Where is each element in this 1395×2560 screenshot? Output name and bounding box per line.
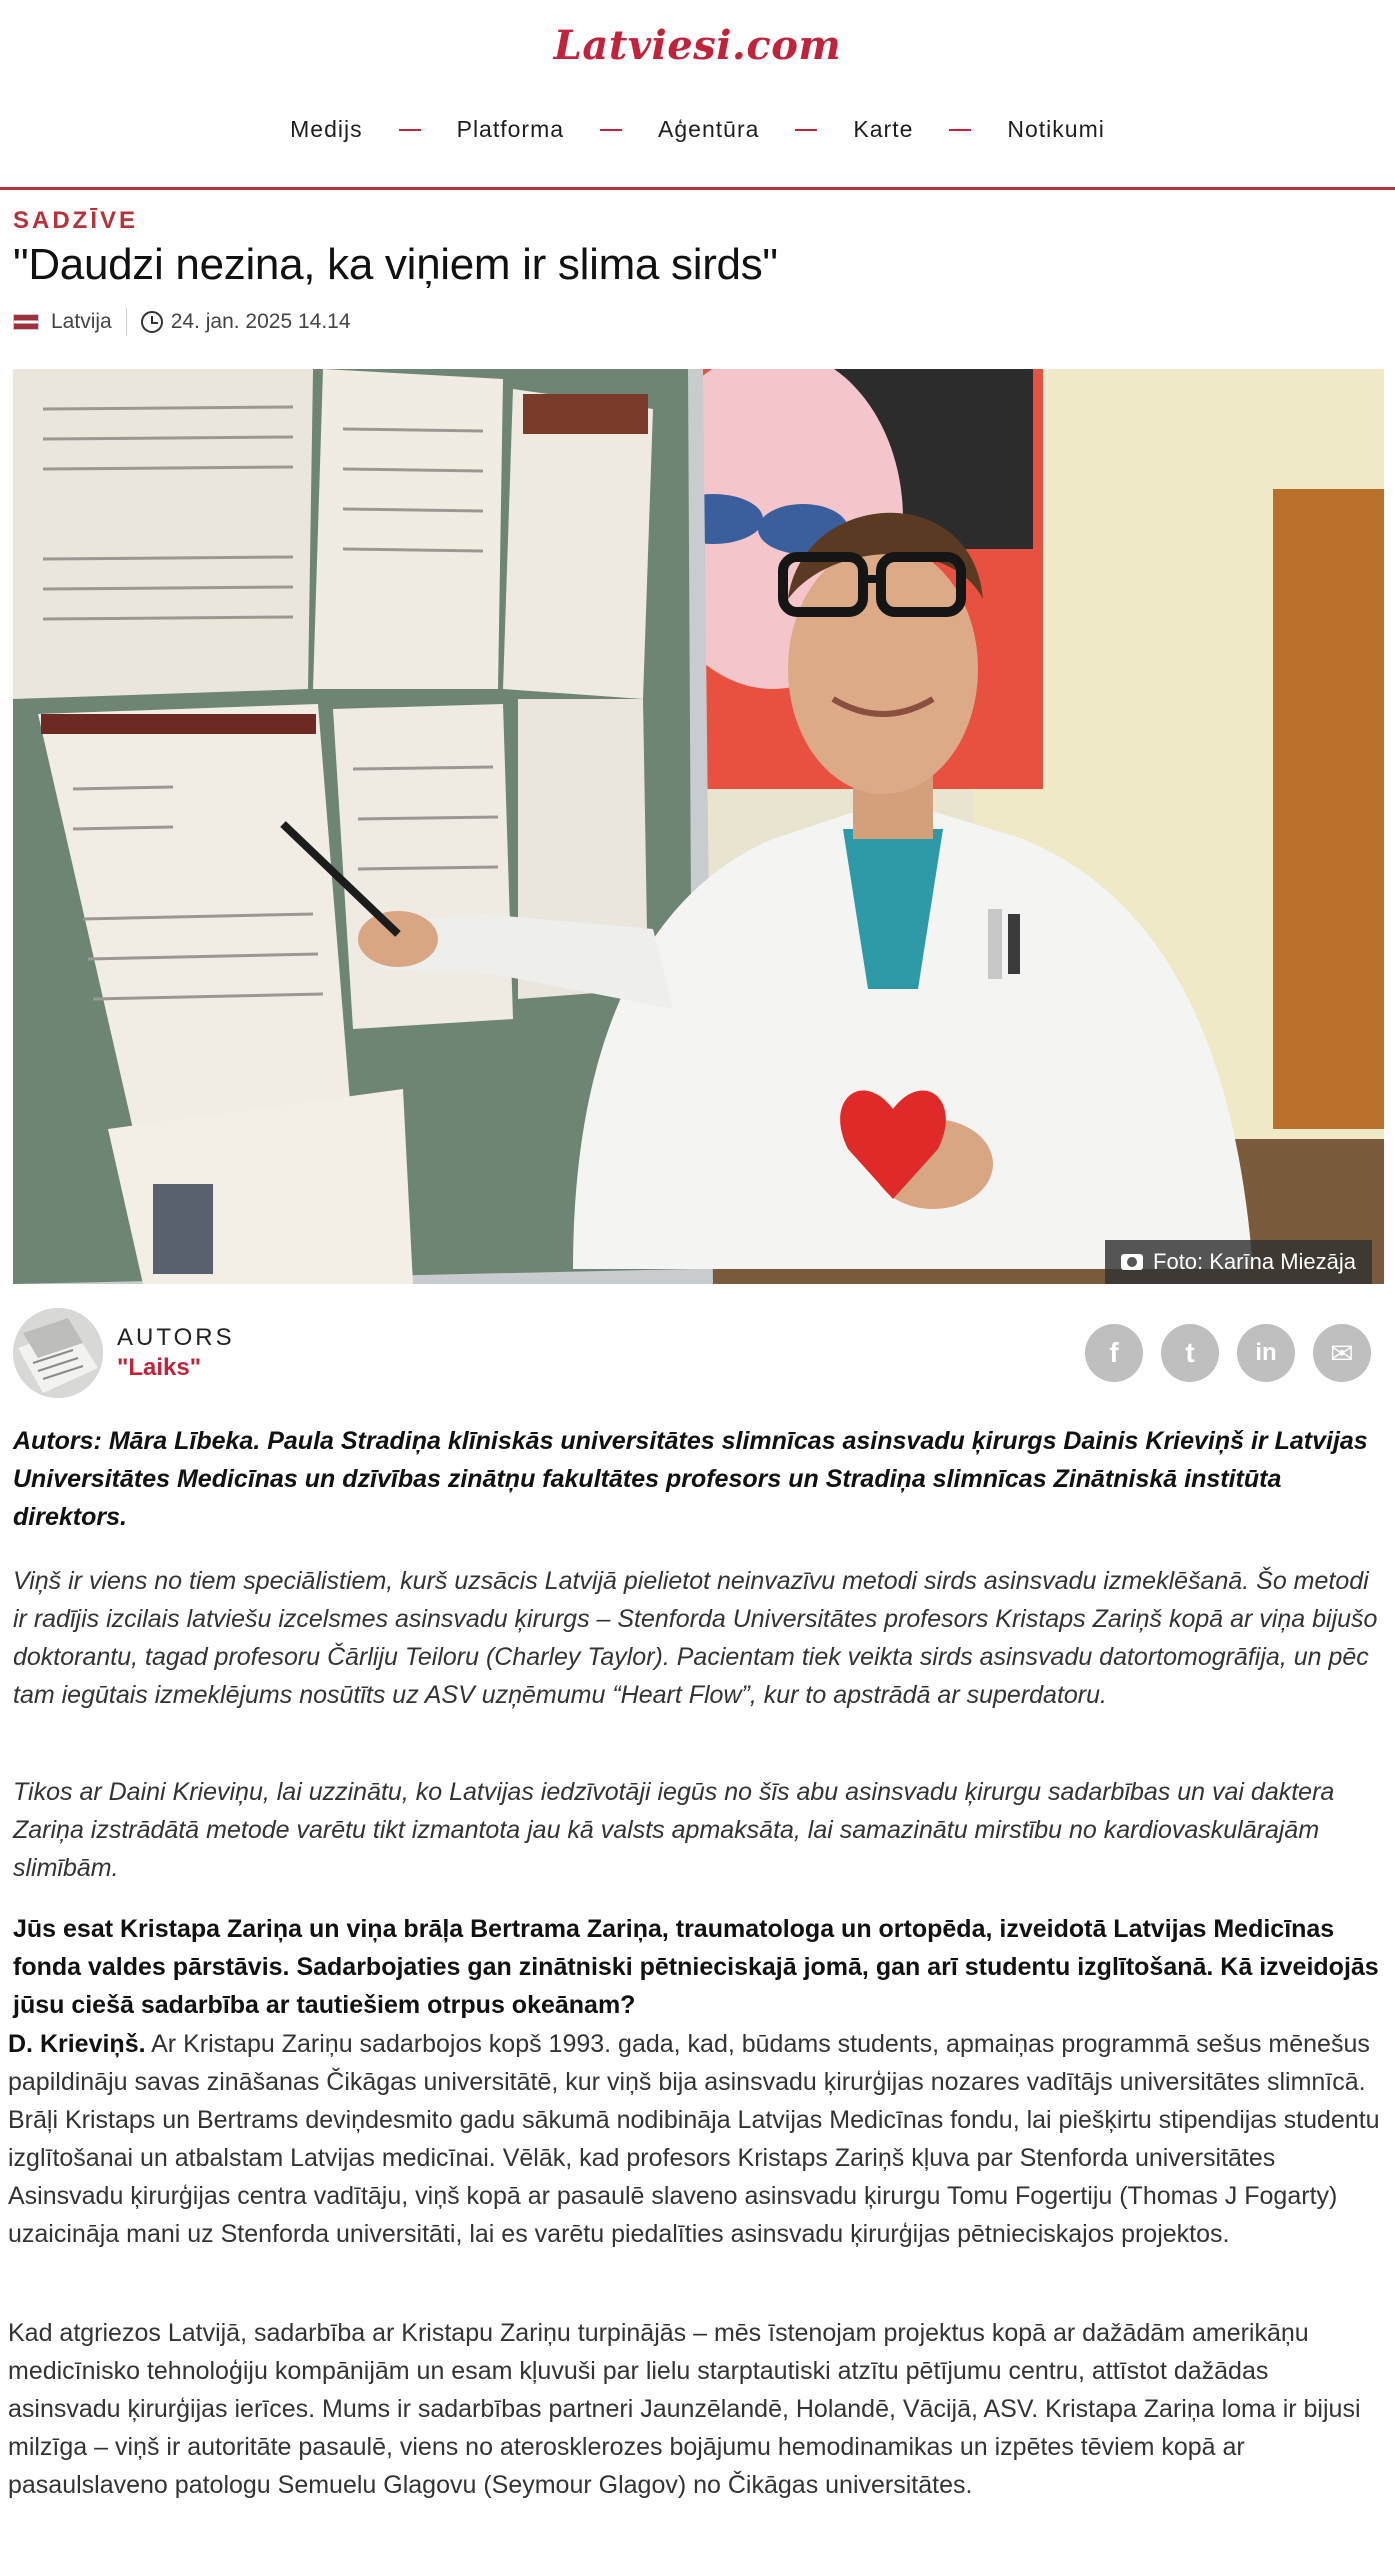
article-meta <box>13 308 351 336</box>
nav-separator <box>600 129 622 131</box>
linkedin-share-button[interactable] <box>1237 1324 1295 1382</box>
article-intro-2: Tikos ar Daini Krieviņu, lai uzzinātu, ko Latvijas iedzīvotāji iegūs no šīs abu asinsvadu ķirurgu sadarbības un vai daktera Zariņa izstrādātā metode varētu tikt izmantota jau kā valsts apmaksāta, lai samazinātu mirstību no kardiovaskulārajām slimībām. <box>13 1778 1335 1882</box>
article-photo <box>13 369 1384 1284</box>
article-lead: Autors: Māra Lībeka. Paula Stradiņa klīniskās universitātes slimnīcas asinsvadu ķirurgs Dainis Krieviņš ir Latvijas Universitātes Medicīnas un dzīvības zinātņu fakultātes profesors un Stradiņa slimnīcas Zinātniskā institūta direktors. <box>13 1427 1368 1531</box>
nav-item-agentura[interactable]: Aģentūra <box>658 116 760 142</box>
nav-separator <box>399 129 421 131</box>
facebook-share-button[interactable] <box>1085 1324 1143 1382</box>
nav-item-karte[interactable]: Karte <box>853 116 914 142</box>
article-paragraph-2: Kad atgriezos Latvijā, sadarbība ar Kristapu Zariņu turpinājās – mēs īstenojam projektus kopā ar dažādām amerikāņu medicīnisko tehnoloģiju kompānijām un esam kļuvuši par lielu starptautiski atzītu pētījumu centru, attīstot dažādas asinsvadu ķirurģijas ierīces. Mums ir sadarbības partneri Jaunzēlandē, Holandē, Vācijā, ASV. Kristapa Zariņa loma ir bijusi milzīga – viņš ir autoritāte pasaulē, viens no aterosklerozes bojājumu hemodinamikas un izpētes tēviem kopā ar pasaulslaveno patologu Semuelu Glagovu (Seymour Glagov) no Čikāgas universitātes. <box>8 2319 1361 2499</box>
linkedin-icon: in <box>1255 1339 1277 1366</box>
twitter-share-button[interactable] <box>1161 1324 1219 1382</box>
author-label: AUTORS <box>117 1324 235 1351</box>
site-header <box>0 0 1395 190</box>
nav-item-notikumi[interactable]: Notikumi <box>1007 116 1105 142</box>
article-title: "Daudzi nezina, ka viņiem ir slima sirds" <box>13 240 778 289</box>
author-row <box>13 1308 1384 1398</box>
main-nav <box>0 116 1395 143</box>
email-share-button[interactable] <box>1313 1324 1371 1382</box>
interview-question: Jūs esat Kristapa Zariņa un viņa brāļa Bertrama Zariņa, traumatologa un ortopēda, izveidotā Latvijas Medicīnas fonda valdes pārstāvis. Sadarbojaties gan zinātniski pētnieciskajā jomā, gan arī studentu izglītošanā. Kā izveidojās jūsu ciešā sadarbība ar tautiešiem otrpus okeānam? <box>13 1915 1379 2019</box>
camera-icon <box>1121 1254 1143 1270</box>
interview-answer <box>8 2025 1386 2253</box>
email-icon: ✉ <box>1330 1337 1354 1369</box>
latvia-flag-icon <box>13 314 39 330</box>
meta-divider <box>126 308 127 336</box>
facebook-icon: f <box>1109 1337 1119 1368</box>
article-category[interactable]: SADZĪVE <box>13 207 139 234</box>
site-logo[interactable]: Latviesi.com <box>553 22 842 69</box>
nav-item-medijs[interactable]: Medijs <box>290 116 363 142</box>
answer-speaker: D. Krieviņš. <box>8 2030 146 2058</box>
clock-icon <box>141 311 163 333</box>
author-avatar[interactable] <box>13 1308 103 1398</box>
photo-credit-text: Foto: Karīna Miezāja <box>1153 1249 1356 1274</box>
answer-text: Ar Kristapu Zariņu sadarbojos kopš 1993. gada, kad, būdams students, apmaiņas programmā sešus mēnešus papildināju savas zināšanas Čikāgas universitātē, kur viņš bija asinsvadu ķirurģijas nozares vadītājs universitātes slimnīcā. Brāļi Kristaps un Bertrams deviņdesmito gadu sākumā nodibināja Latvijas Medicīnas fondu, lai piešķirtu stipendijas studentu izglītošanai un atbalstam Latvijas medicīnai. Vēlāk, kad profesors Kristaps Zariņš kļuva par Stenforda universitātes Asinsvadu ķirurģijas centra vadītāju, viņš kopā ar pasaulē slaveno asinsvadu ķirurgu Tomu Fogertiju (Thomas J Fogarty) uzaicināja mani uz Stenforda universitāti, lai es varētu piedalīties asinsvadu ķirurģijas pētnieciskajos projektos. <box>8 2030 1380 2248</box>
article-country[interactable]: Latvija <box>51 310 112 333</box>
article-date: 24. jan. 2025 14.14 <box>170 310 351 333</box>
nav-separator <box>949 129 971 131</box>
article-intro-1: Viņš ir viens no tiem speciālistiem, kurš uzsācis Latvijā pielietot neinvazīvu metodi sirds asinsvadu izmeklēšanā. Šo metodi ir radījis izcilais latviešu izcelsmes asinsvadu ķirurgs – Stenforda Universitātes profesors Kristaps Zariņš kopā ar viņa bijušo doktorantu, tagad profesoru Čārliju Teiloru (Charley Taylor). Pacientam tiek veikta sirds asinsvadu datortomogrāfija, un pēc tam iegūtais izmeklējums nosūtīts uz ASV uzņēmumu “Heart Flow”, kur to apstrādā ar superdatoru. <box>13 1567 1378 1709</box>
nav-separator <box>795 129 817 131</box>
newspaper-avatar-illustration <box>13 1308 103 1398</box>
article-photo-illustration <box>13 369 1384 1284</box>
nav-item-platforma[interactable]: Platforma <box>456 116 565 142</box>
share-buttons <box>1067 1324 1371 1382</box>
twitter-icon: t <box>1185 1337 1195 1368</box>
photo-credit <box>1105 1240 1372 1284</box>
author-name[interactable]: "Laiks" <box>117 1354 202 1381</box>
